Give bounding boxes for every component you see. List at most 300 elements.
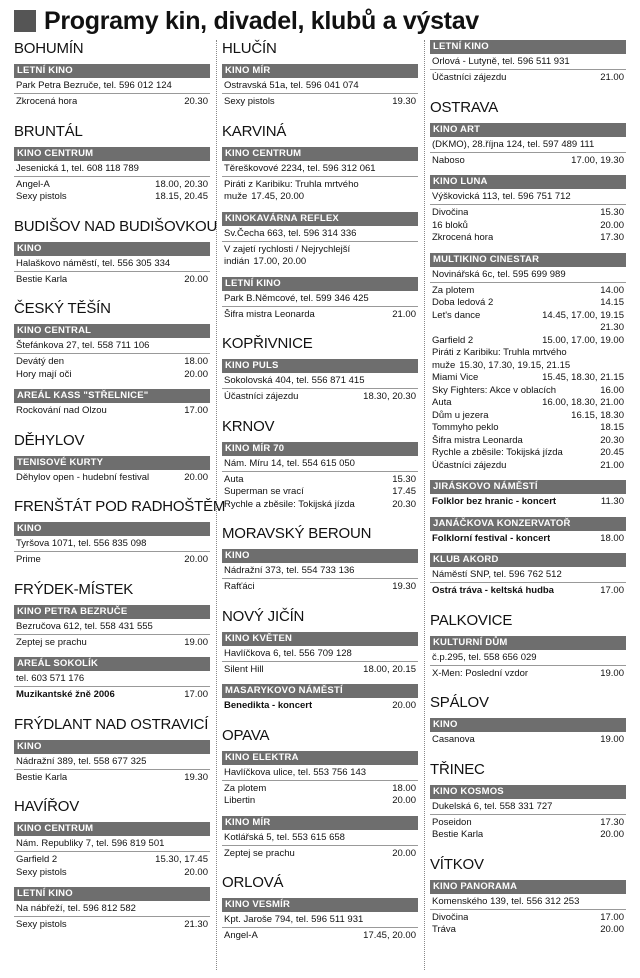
show-title: Garfield 2: [432, 334, 474, 346]
show-row: [430, 829, 626, 842]
venue-address: Bezručova 612, tel. 558 431 555: [14, 619, 210, 635]
show-title: Naboso: [432, 154, 465, 166]
venue-block: [14, 242, 210, 287]
venue-name: KINO CENTRUM: [14, 822, 210, 836]
venue-name: TENISOVÉ KURTY: [14, 456, 210, 470]
venue-name: LETNÍ KINO: [222, 277, 418, 291]
show-title: Divočina: [432, 207, 469, 218]
show-row: [430, 297, 626, 310]
venue-address: (DKMO), 28.října 124, tel. 597 489 111: [430, 137, 626, 153]
show-times: 15.30, 17.30, 19.15, 21.15: [459, 359, 571, 371]
show-title: Za plotem: [224, 782, 267, 794]
city-heading: ČESKÝ TĚŠÍN: [14, 300, 111, 317]
venue-block: [14, 605, 210, 650]
show-times: 17.45: [392, 486, 416, 497]
show-row: [430, 460, 626, 473]
show-row: [430, 912, 626, 925]
city-block: [14, 217, 218, 287]
show-times: 18.15, 20.45: [155, 191, 208, 202]
show-times: 14.15: [600, 297, 624, 308]
show-title: Sexy pistols: [16, 919, 67, 930]
show-row: [14, 772, 210, 785]
venue-address: Orlová - Lutyně, tel. 596 511 931: [430, 54, 626, 70]
city-block: [430, 40, 626, 85]
venue-block: [222, 442, 418, 512]
show-row: [430, 585, 626, 598]
venue-block: [14, 324, 210, 381]
venue-name: KINO MÍR: [222, 816, 418, 830]
city-block: [222, 123, 418, 322]
show-title: Auta: [224, 473, 244, 485]
venue-name: KINO MÍR: [222, 64, 418, 78]
venue-address: Nám. Republiky 7, tel. 596 819 501: [14, 836, 210, 852]
venue-block: [222, 816, 418, 861]
show-title: Miami Vice: [432, 372, 479, 383]
show-row: [430, 385, 626, 398]
show-times: 20.00: [392, 847, 416, 859]
city-heading: ORLOVÁ: [222, 874, 284, 891]
show-title: Tommyho peklo: [432, 422, 499, 433]
city-heading: BUDIŠOV NAD BUDIŠOVKOU: [14, 217, 218, 235]
city-block: [430, 99, 626, 598]
show-times: 20.30: [600, 434, 624, 446]
show-row: [14, 689, 210, 702]
venue-block: [430, 175, 626, 245]
show-title: Zkrocená hora: [16, 96, 78, 107]
show-row: [14, 405, 210, 418]
venue-address: Štefánkova 27, tel. 558 711 106: [14, 338, 210, 354]
show-title: Auta: [432, 397, 452, 408]
show-title: Silent Hill: [224, 663, 264, 675]
show-title: Poseidon: [432, 816, 472, 828]
show-title: Sexy pistols: [16, 191, 67, 202]
show-row: [222, 581, 418, 594]
show-row: [430, 422, 626, 435]
show-row: [430, 207, 626, 220]
venue-address: tel. 603 571 176: [14, 671, 210, 687]
venue-address: Kpt. Jaroše 794, tel. 596 511 931: [222, 912, 418, 928]
venue-name: KINO CENTRUM: [14, 147, 210, 161]
venue-block: [430, 718, 626, 747]
show-times: 15.30, 17.45: [155, 854, 208, 865]
venue-name: KINO LUNA: [430, 175, 626, 189]
show-times: 17.00: [184, 689, 208, 700]
show-times: 20.00: [184, 471, 208, 483]
venue-block: [430, 517, 626, 546]
venue-name: KINO PETRA BEZRUČE: [14, 605, 210, 619]
venue-address: č.p.295, tel. 558 656 029: [430, 650, 626, 666]
show-row: [222, 795, 418, 808]
show-row: [430, 285, 626, 298]
column-divider: [424, 40, 425, 970]
venue-block: [14, 522, 210, 567]
venue-block: [430, 40, 626, 85]
city-heading: HAVÍŘOV: [14, 798, 80, 815]
show-title: Folklorní festival - koncert: [432, 532, 551, 544]
venue-address: Tyršova 1071, tel. 556 835 098: [14, 536, 210, 552]
show-times: 20.30: [184, 96, 208, 107]
show-times: 17.30: [600, 816, 624, 828]
venue-address: Park B.Němcové, tel. 599 346 425: [222, 291, 418, 307]
show-row: [222, 664, 418, 677]
show-title: Účastníci zájezdu: [224, 391, 299, 402]
venue-name: KINO KVĚTEN: [222, 632, 418, 646]
show-times: 20.00: [600, 829, 624, 840]
show-times: 18.00: [184, 356, 208, 367]
show-times: 19.30: [392, 96, 416, 107]
show-row: [14, 554, 210, 567]
venue-name: KINO VESMÍR: [222, 898, 418, 912]
city-block: [222, 874, 418, 943]
city-heading: KARVINÁ: [222, 122, 287, 140]
city-heading: MORAVSKÝ BEROUN: [222, 525, 372, 542]
venue-address: Nádražní 373, tel. 554 733 136: [222, 563, 418, 579]
square-bullet-icon: [14, 10, 36, 32]
show-row: [430, 72, 626, 85]
show-times: 15.45, 18.30, 21.15: [542, 372, 624, 383]
city-heading: PALKOVICE: [430, 611, 513, 629]
city-heading: NOVÝ JIČÍN: [222, 607, 305, 625]
show-row: [430, 322, 626, 335]
show-row: [430, 734, 626, 747]
show-title: Muzikantské žně 2006: [16, 689, 115, 700]
listing-column-1: [14, 40, 226, 946]
show-row: [222, 179, 418, 204]
show-row: [430, 232, 626, 245]
show-row: [430, 668, 626, 681]
venue-address: Těreškovové 2234, tel. 596 312 061: [222, 161, 418, 177]
city-block: [222, 727, 418, 861]
venue-name: KULTURNÍ DŮM: [430, 636, 626, 650]
venue-block: [222, 684, 418, 713]
venue-address: Park Petra Bezruče, tel. 596 012 124: [14, 78, 210, 94]
show-title: Sky Fighters: Akce v oblacích: [432, 384, 557, 396]
venue-name: KINOKAVÁRNA REFLEX: [222, 212, 418, 226]
show-title: Garfield 2: [16, 854, 58, 865]
show-times: 15.00, 17.00, 19.00: [542, 334, 624, 346]
show-row: [430, 496, 626, 509]
city-heading: FRÝDLANT NAD OSTRAVICÍ: [14, 715, 209, 733]
show-times: 17.00: [600, 911, 624, 923]
city-heading: FRENŠTÁT POD RADHOŠTĚM: [14, 498, 226, 515]
show-times: 17.00: [600, 585, 624, 596]
city-block: [14, 581, 210, 702]
show-times: 17.45, 20.00: [363, 930, 416, 941]
show-row: [430, 533, 626, 546]
venue-name: LETNÍ KINO: [14, 887, 210, 901]
venue-block: [222, 359, 418, 404]
venue-name: MASARYKOVO NÁMĚSTÍ: [222, 684, 418, 698]
show-times: 18.00, 20.15: [363, 663, 416, 675]
venue-name: KINO: [14, 522, 210, 536]
show-row: [222, 783, 418, 796]
venue-block: [14, 456, 210, 485]
show-row: [430, 924, 626, 937]
venue-name: KINO: [430, 718, 626, 732]
show-title: Ostrá tráva - keltská hudba: [432, 585, 554, 596]
venue-address: Nádražní 389, tel. 558 677 325: [14, 754, 210, 770]
venue-block: [430, 636, 626, 681]
show-times: 16.00: [600, 384, 624, 396]
show-title: Rockování nad Olzou: [16, 405, 107, 416]
venue-address: Dukelská 6, tel. 558 331 727: [430, 799, 626, 815]
show-row: [14, 867, 210, 880]
venue-name: KINO MÍR 70: [222, 442, 418, 456]
venue-block: [14, 740, 210, 785]
show-row: [222, 244, 418, 269]
venue-address: Na nábřeží, tel. 596 812 582: [14, 901, 210, 917]
show-row: [14, 96, 210, 109]
city-block: [14, 40, 210, 109]
venue-name: KINO ELEKTRA: [222, 751, 418, 765]
city-heading: DĚHYLOV: [14, 431, 85, 449]
venue-name: MULTIKINO CINESTAR: [430, 253, 626, 267]
show-times: 16.15, 18.30: [571, 409, 624, 421]
show-times: 20.00: [184, 368, 208, 380]
show-row: [430, 335, 626, 348]
venue-name: KINO PANORAMA: [430, 880, 626, 894]
venue-name: KINO CENTRAL: [14, 324, 210, 338]
show-row: [14, 637, 210, 650]
show-title: Účastníci zájezdu: [432, 459, 507, 471]
city-heading: FRÝDEK-MÍSTEK: [14, 580, 134, 598]
show-row: [222, 474, 418, 487]
show-times: 20.00: [600, 924, 624, 935]
venue-block: [222, 898, 418, 943]
show-row: [14, 356, 210, 369]
venue-block: [430, 480, 626, 509]
venue-block: [222, 147, 418, 204]
show-title: Libertin: [224, 795, 256, 806]
city-heading: TŘINEC: [430, 760, 485, 778]
city-heading: KOPŘIVNICE: [222, 335, 313, 352]
city-block: [430, 694, 626, 747]
show-title: Rychle a zběsile: Tokijská jízda: [224, 498, 355, 510]
city-block: [14, 300, 210, 418]
venue-address: Novinářská 6c, tel. 595 699 989: [430, 267, 626, 283]
venue-block: [14, 147, 210, 204]
show-row: [222, 96, 418, 109]
show-title: Dům u jezera: [432, 409, 489, 421]
show-title: Sexy pistols: [16, 866, 67, 878]
venue-name: KINO: [14, 740, 210, 754]
show-title: Let's dance: [432, 309, 481, 321]
show-title: Bestie Karla: [432, 829, 484, 840]
venue-block: [14, 64, 210, 109]
show-title: Bestie Karla: [16, 273, 68, 285]
city-block: [430, 612, 626, 681]
show-title: Piráti z Karibiku: Truhla mrtvého muže: [432, 347, 567, 371]
show-title: V zajetí rychlosti / Nejrychlejší indián: [224, 243, 351, 267]
city-block: [14, 716, 210, 785]
venue-address: Ostravská 51a, tel. 596 041 074: [222, 78, 418, 94]
show-times: 20.00: [392, 700, 416, 711]
venue-address: Jesenická 1, tel. 608 118 789: [14, 161, 210, 177]
venue-name: JANÁČKOVA KONZERVATOŘ: [430, 517, 626, 531]
show-times: 19.00: [184, 636, 208, 648]
show-title: Bestie Karla: [16, 771, 68, 783]
show-times: 17.45, 20.00: [251, 191, 305, 202]
city-block: [222, 40, 418, 109]
show-times: 20.00: [392, 795, 416, 806]
show-row: [430, 372, 626, 385]
show-times: 17.00, 20.00: [253, 256, 307, 267]
show-row: [14, 919, 210, 932]
show-times: 20.30: [392, 498, 416, 510]
show-row: [430, 447, 626, 460]
show-title: Zeptej se prachu: [224, 847, 295, 859]
city-block: [222, 418, 418, 512]
venue-name: KINO ART: [430, 123, 626, 137]
show-title: Casanova: [432, 734, 475, 745]
venue-block: [430, 553, 626, 598]
show-times: 18.15: [600, 422, 624, 433]
show-row: [430, 155, 626, 168]
venue-block: [430, 785, 626, 842]
venue-block: [14, 887, 210, 932]
show-row: [14, 191, 210, 204]
venue-block: [222, 64, 418, 109]
show-title: Devátý den: [16, 356, 65, 367]
show-row: [430, 220, 626, 233]
city-block: [222, 608, 418, 713]
show-times: 21.00: [600, 72, 624, 83]
show-times: 21.00: [392, 308, 416, 320]
show-title: Prime: [16, 554, 41, 565]
show-title: Tráva: [432, 924, 456, 935]
show-title: Děhylov open - hudební festival: [16, 471, 150, 483]
venue-block: [222, 549, 418, 594]
city-heading: BOHUMÍN: [14, 40, 84, 57]
venue-block: [430, 123, 626, 168]
show-title: Rychle a zběsile: Tokijská jízda: [432, 447, 563, 458]
show-title: Rafťáci: [224, 581, 255, 592]
show-title: Za plotem: [432, 284, 475, 296]
venue-address: Komenského 139, tel. 556 312 253: [430, 894, 626, 910]
city-block: [430, 856, 626, 937]
show-row: [430, 310, 626, 323]
venue-block: [14, 657, 210, 702]
show-row: [222, 700, 418, 713]
show-row: [14, 274, 210, 287]
venue-name: KINO: [222, 549, 418, 563]
show-title: Zkrocená hora: [432, 232, 494, 243]
city-block: [430, 761, 626, 842]
venue-address: Sokolovská 404, tel. 556 871 415: [222, 373, 418, 389]
show-times: 18.00, 20.30: [155, 178, 208, 190]
venue-address: Kotlářská 5, tel. 553 615 658: [222, 830, 418, 846]
show-row: [222, 499, 418, 512]
show-title: Šifra mistra Leonarda: [224, 308, 315, 320]
show-title: Angel-A: [224, 930, 258, 941]
venue-name: KINO CENTRUM: [222, 147, 418, 161]
show-times: 19.30: [184, 771, 208, 783]
listing-column-2: [222, 40, 418, 957]
venue-name: KLUB AKORD: [430, 553, 626, 567]
show-title: Účastníci zájezdu: [432, 72, 507, 83]
show-title: Šifra mistra Leonarda: [432, 434, 523, 446]
show-title: Angel-A: [16, 178, 50, 190]
show-row: [222, 391, 418, 404]
show-times: 21.30: [184, 919, 208, 930]
show-times: 20.00: [184, 554, 208, 565]
show-row: [430, 410, 626, 423]
venue-name: LETNÍ KINO: [430, 40, 626, 54]
show-times: 20.45: [600, 447, 624, 458]
venue-block: [222, 212, 418, 269]
venue-name: KINO KOSMOS: [430, 785, 626, 799]
city-block: [14, 432, 210, 485]
venue-block: [14, 389, 210, 418]
venue-block: [222, 277, 418, 322]
venue-block: [222, 751, 418, 808]
venue-address: Halaškovo náměstí, tel. 556 305 334: [14, 256, 210, 272]
show-times: 20.00: [184, 273, 208, 285]
listing-header: [14, 4, 479, 38]
venue-address: Havlíčkova 6, tel. 556 709 128: [222, 646, 418, 662]
show-title: Sexy pistols: [224, 96, 275, 107]
show-times: 15.30: [392, 473, 416, 485]
city-block: [222, 335, 418, 404]
show-row: [14, 179, 210, 192]
show-times: 19.00: [600, 734, 624, 745]
show-times: 16.00, 18.30, 21.00: [542, 397, 624, 408]
show-row: [222, 930, 418, 943]
city-heading: BRUNTÁL: [14, 122, 83, 140]
show-times: 14.45, 17.00, 19.15: [542, 309, 624, 321]
show-title: Benedikta - koncert: [224, 700, 313, 711]
show-title: Hory mají oči: [16, 368, 72, 380]
show-times: 17.00: [184, 405, 208, 416]
city-block: [222, 525, 418, 594]
show-times: 21.00: [600, 459, 624, 471]
show-times: 17.00, 19.30: [571, 154, 624, 166]
show-row: [14, 472, 210, 485]
venue-name: KINO PULS: [222, 359, 418, 373]
venue-block: [222, 632, 418, 677]
show-title: X-Men: Poslední vzdor: [432, 667, 529, 679]
show-row: [430, 347, 626, 372]
page-title: Programy kin, divadel, klubů a výstav: [44, 6, 479, 35]
show-title: Folklor bez hranic - koncert: [432, 496, 557, 507]
city-heading: OPAVA: [222, 726, 270, 744]
city-heading: SPÁLOV: [430, 694, 489, 711]
venue-name: AREÁL KASS "STŘELNICE": [14, 389, 210, 403]
show-times: 20.00: [600, 219, 624, 231]
show-row: [222, 848, 418, 861]
show-times: 14.00: [600, 284, 624, 296]
show-times: 21.30: [600, 322, 624, 333]
show-times: 20.00: [184, 866, 208, 878]
listing-column-3: [430, 40, 626, 951]
show-title: Piráti z Karibiku: Truhla mrtvého muže: [224, 178, 359, 202]
venue-address: Výškovická 113, tel. 596 751 712: [430, 189, 626, 205]
city-heading: HLUČÍN: [222, 40, 277, 57]
city-block: [14, 498, 226, 567]
show-title: Doba ledová 2: [432, 297, 494, 308]
show-times: 19.30: [392, 581, 416, 592]
show-row: [430, 397, 626, 410]
venue-address: Havlíčkova ulice, tel. 553 756 143: [222, 765, 418, 781]
show-row: [430, 435, 626, 448]
city-heading: KRNOV: [222, 417, 275, 435]
venue-block: [14, 822, 210, 879]
show-title: Divočina: [432, 911, 469, 923]
venue-address: Sv.Čecha 663, tel. 596 314 336: [222, 226, 418, 242]
show-row: [222, 309, 418, 322]
show-row: [14, 854, 210, 867]
city-block: [14, 123, 210, 204]
